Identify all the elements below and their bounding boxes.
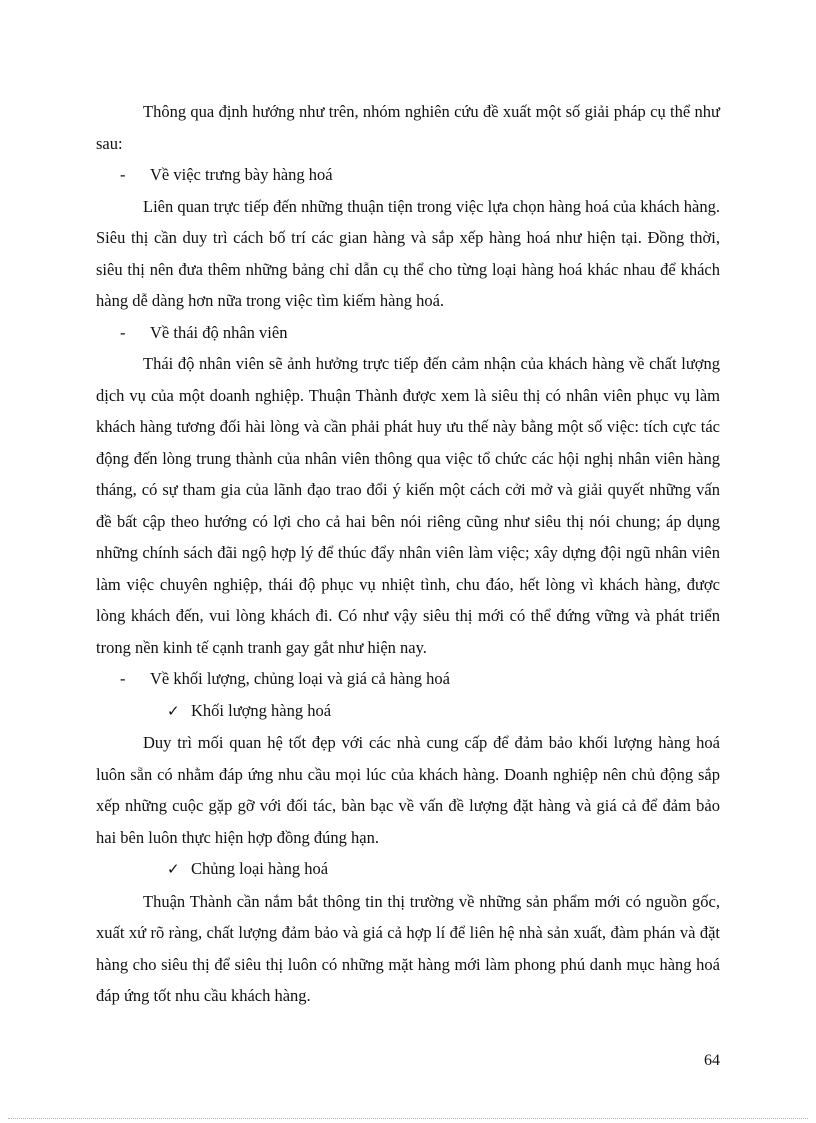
bullet-goods bbox=[96, 663, 720, 695]
dash-marker: - bbox=[120, 165, 126, 184]
checkmark-icon: ✓ bbox=[167, 860, 180, 878]
check-category bbox=[96, 853, 720, 886]
check-volume bbox=[96, 695, 720, 728]
bullet-staff-text: Về thái độ nhân viên bbox=[150, 322, 288, 342]
paragraph-volume: Duy trì mối quan hệ tốt đẹp với các nhà cung cấp để đảm bảo khối lượng hàng hoá luôn sẵn có nhằm đáp ứng nhu cầu mọi lúc của khách hàng. Doanh nghiệp nên chủ động sắp xếp những cuộc gặp gỡ với đối tác, bàn bạc về vấn đề lượng đặt hàng và giá cả để đảm bảo hai bên luôn thực hiện hợp đồng đúng hạn. bbox=[96, 733, 720, 847]
bullet-display-text: Về việc trưng bày hàng hoá bbox=[150, 165, 333, 184]
page-body bbox=[96, 96, 720, 1012]
paragraph-staff: Thái độ nhân viên sẽ ảnh hưởng trực tiếp đến cảm nhận của khách hàng về chất lượng dịch vụ của một doanh nghiệp. Thuận Thành được xem là siêu thị có nhân viên phục vụ làm khách hàng tương đối hài lòng và cần phải phát huy ưu thế này bằng một số việc: tích cực tác động đến lòng trung thành của nhân viên thông qua việc tổ chức các hội nghị nhân viên hàng tháng, có sự tham gia của lãnh đạo trao đổi ý kiến một cách cởi mở và giải quyết những vấn đề bất cập theo hướng có lợi cho cả hai bên nói riêng cũng như siêu thị nói chung; áp dụng những chính sách đãi ngộ hợp lý để thúc đẩy nhân viên làm việc; xây dựng đội ngũ nhân viên làm việc chuyên nghiệp, thái độ phục vụ nhiệt tình, chu đáo, hết lòng vì khách hàng, được lòng khách đến, vui lòng khách đi. Có như vậy siêu thị mới có thể đứng vững và phát triển trong nền kinh tế cạnh tranh gay gắt như hiện nay. bbox=[96, 354, 720, 657]
check-category-text: Chủng loại hàng hoá bbox=[191, 859, 329, 878]
paragraph-category: Thuận Thành cần nắm bắt thông tin thị trường về những sản phẩm mới có nguồn gốc, xuất xứ rõ ràng, chất lượng đảm bảo và giá cả hợp lí để liên hệ nhà sản xuất, đàm phán và đặt hàng cho siêu thị để siêu thị luôn có những mặt hàng mới làm phong phú danh mục hàng hoá đáp ứng tốt nhu cầu khách hàng. bbox=[96, 891, 720, 1005]
paragraph-display: Liên quan trực tiếp đến những thuận tiện trong việc lựa chọn hàng hoá của khách hàng. Siêu thị cần duy trì cách bố trí các gian hàng và sắp xếp hàng hoá như hiện tại. Đồng thời, siêu thị nên đưa thêm những bảng chỉ dẫn cụ thể cho từng loại hàng hoá khác nhau để khách hàng dễ dàng hơn nữa trong việc tìm kiếm hàng hoá. bbox=[96, 196, 720, 310]
checkmark-icon: ✓ bbox=[167, 701, 180, 720]
check-volume-text: Khối lượng hàng hoá bbox=[191, 700, 332, 720]
page-number: 64 bbox=[704, 1052, 720, 1069]
bullet-staff bbox=[96, 317, 720, 349]
bullet-goods-text: Về khối lượng, chủng loại và giá cả hàng hoá bbox=[150, 669, 450, 688]
footer-divider bbox=[8, 1118, 808, 1119]
bullet-display bbox=[96, 159, 720, 191]
dash-marker: - bbox=[120, 322, 126, 342]
dash-marker: - bbox=[120, 669, 126, 688]
paragraph-intro: Thông qua định hướng như trên, nhóm nghiên cứu đề xuất một số giải pháp cụ thể như sau: bbox=[96, 102, 720, 153]
